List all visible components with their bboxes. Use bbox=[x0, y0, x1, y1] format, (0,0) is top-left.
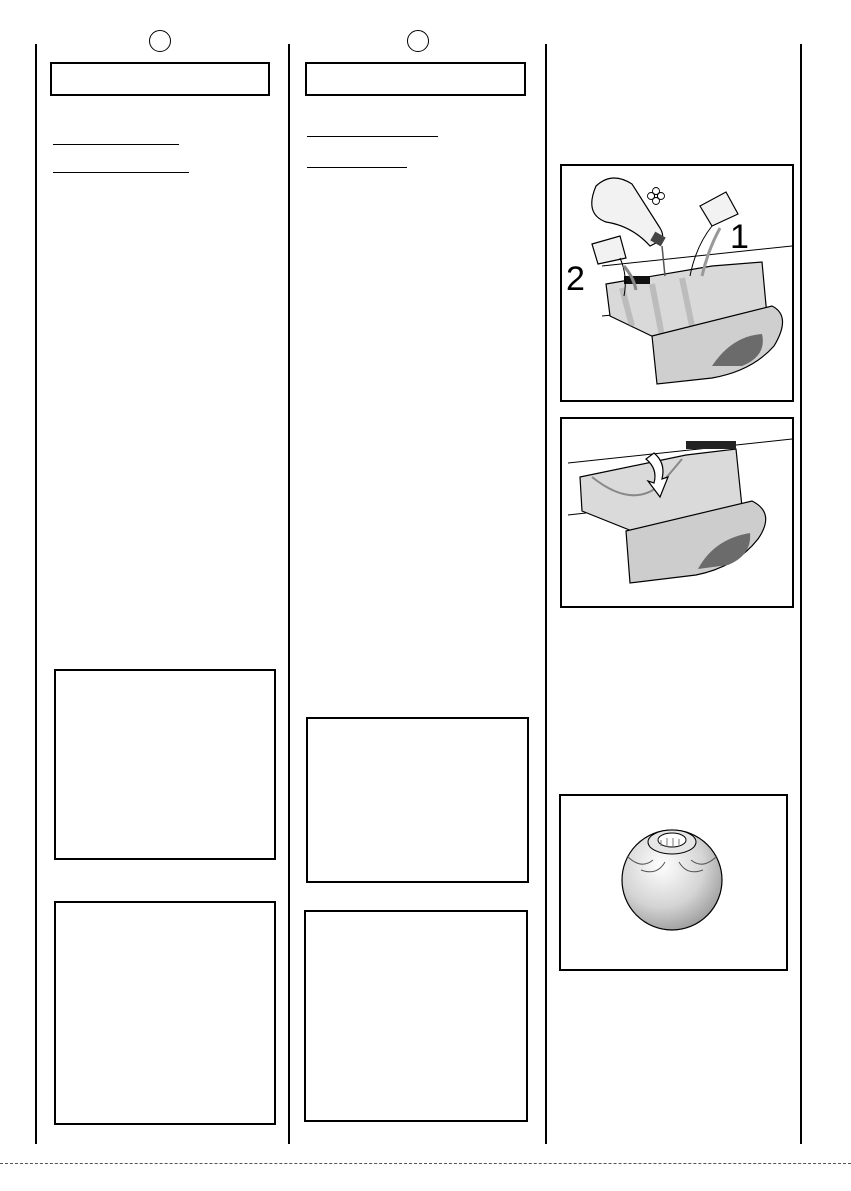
underline-rule bbox=[307, 167, 407, 168]
drawer-insert-drawing bbox=[562, 419, 792, 606]
underline-rule bbox=[307, 136, 438, 137]
language-marker-middle bbox=[407, 30, 429, 52]
flower-icon bbox=[648, 188, 665, 205]
section-heading-box bbox=[50, 62, 270, 96]
drawer-insert-illustration bbox=[560, 417, 794, 608]
section-heading-box bbox=[305, 62, 526, 96]
note-box bbox=[54, 669, 276, 860]
underline-rule bbox=[53, 172, 189, 173]
compartment-label-2: 2 bbox=[566, 260, 585, 298]
column-divider bbox=[35, 44, 37, 1144]
compartment-label-1: 1 bbox=[730, 218, 749, 256]
page-bottom-border bbox=[0, 1163, 851, 1164]
drawer-fill-illustration bbox=[560, 164, 794, 402]
column-divider bbox=[545, 44, 547, 1144]
language-marker-left bbox=[149, 30, 171, 52]
drawer-fill-drawing bbox=[562, 166, 792, 400]
dosing-ball-illustration bbox=[559, 794, 788, 971]
note-box bbox=[304, 910, 528, 1122]
column-divider bbox=[288, 44, 290, 1144]
underline-rule bbox=[53, 144, 179, 145]
dosing-ball-icon bbox=[561, 796, 786, 969]
column-divider bbox=[800, 44, 802, 1144]
note-box bbox=[54, 901, 276, 1125]
note-box bbox=[306, 717, 529, 883]
